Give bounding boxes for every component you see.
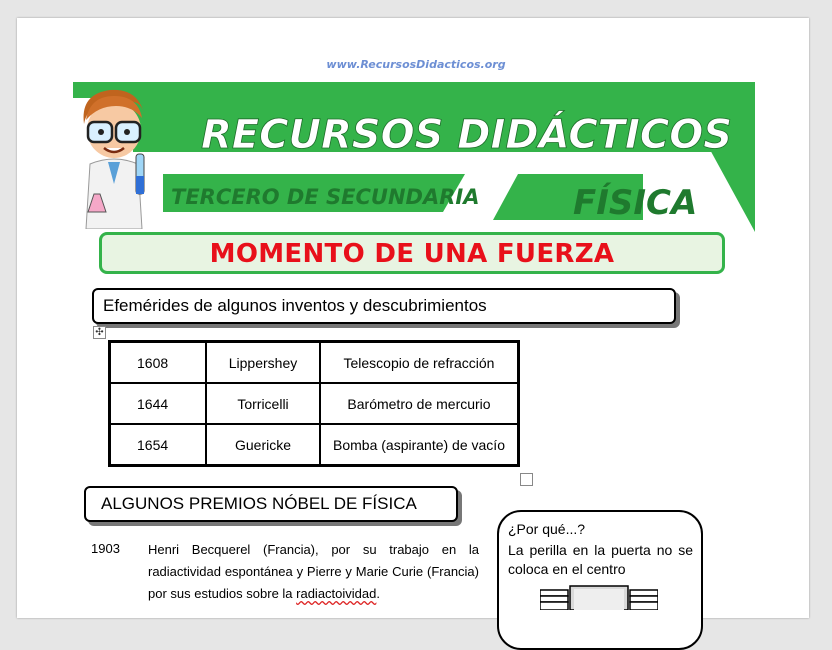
table-move-icon[interactable]: ✣ xyxy=(93,326,106,339)
prizes-heading-text: ALGUNOS PREMIOS NÓBEL DE FÍSICA xyxy=(101,494,417,513)
header-banner xyxy=(73,82,755,232)
why-callout-box xyxy=(497,510,703,650)
prize-description xyxy=(148,539,479,605)
table-row xyxy=(110,424,518,465)
event-year: 1644 xyxy=(110,383,206,424)
event-person: Guericke xyxy=(206,424,320,465)
scientist-mascot xyxy=(76,84,158,229)
events-table xyxy=(108,340,520,467)
misspelled-word[interactable]: radiactoividad xyxy=(296,586,377,601)
worksheet-title: MOMENTO DE UNA FUERZA xyxy=(209,239,615,269)
events-section-heading xyxy=(92,288,676,324)
event-invention: Bomba (aspirante) de vacío xyxy=(320,424,518,465)
door-illustration xyxy=(540,584,658,610)
event-person: Torricelli xyxy=(206,383,320,424)
prize-text-end: . xyxy=(376,586,380,601)
prizes-section-heading xyxy=(84,486,458,522)
prize-year: 1903 xyxy=(91,541,120,556)
event-year: 1654 xyxy=(110,424,206,465)
prize-text-main: Henri Becquerel (Francia), por su trabajo en la radiactividad espontánea y Pierre y Marie Curie (Francia) por sus estudios sobre la xyxy=(148,542,479,601)
why-question: ¿Por qué...? xyxy=(508,521,586,537)
subject-label: FÍSICA xyxy=(573,183,698,223)
worksheet-title-box xyxy=(99,232,725,274)
event-invention: Barómetro de mercurio xyxy=(320,383,518,424)
events-heading-text: Efemérides de algunos inventos y descubrimientos xyxy=(103,296,487,315)
grade-label: TERCERO DE SECUNDARIA xyxy=(171,185,480,209)
table-row xyxy=(110,383,518,424)
event-invention: Telescopio de refracción xyxy=(320,342,518,383)
why-text: La perilla en la puerta no se coloca en el centro xyxy=(508,542,693,577)
event-year: 1608 xyxy=(110,342,206,383)
brand-title: RECURSOS DIDÁCTICOS xyxy=(201,112,733,158)
event-person: Lippershey xyxy=(206,342,320,383)
table-resize-icon[interactable] xyxy=(520,473,533,486)
site-url[interactable]: www.RecursosDidacticos.org xyxy=(326,58,506,71)
table-row xyxy=(110,342,518,383)
